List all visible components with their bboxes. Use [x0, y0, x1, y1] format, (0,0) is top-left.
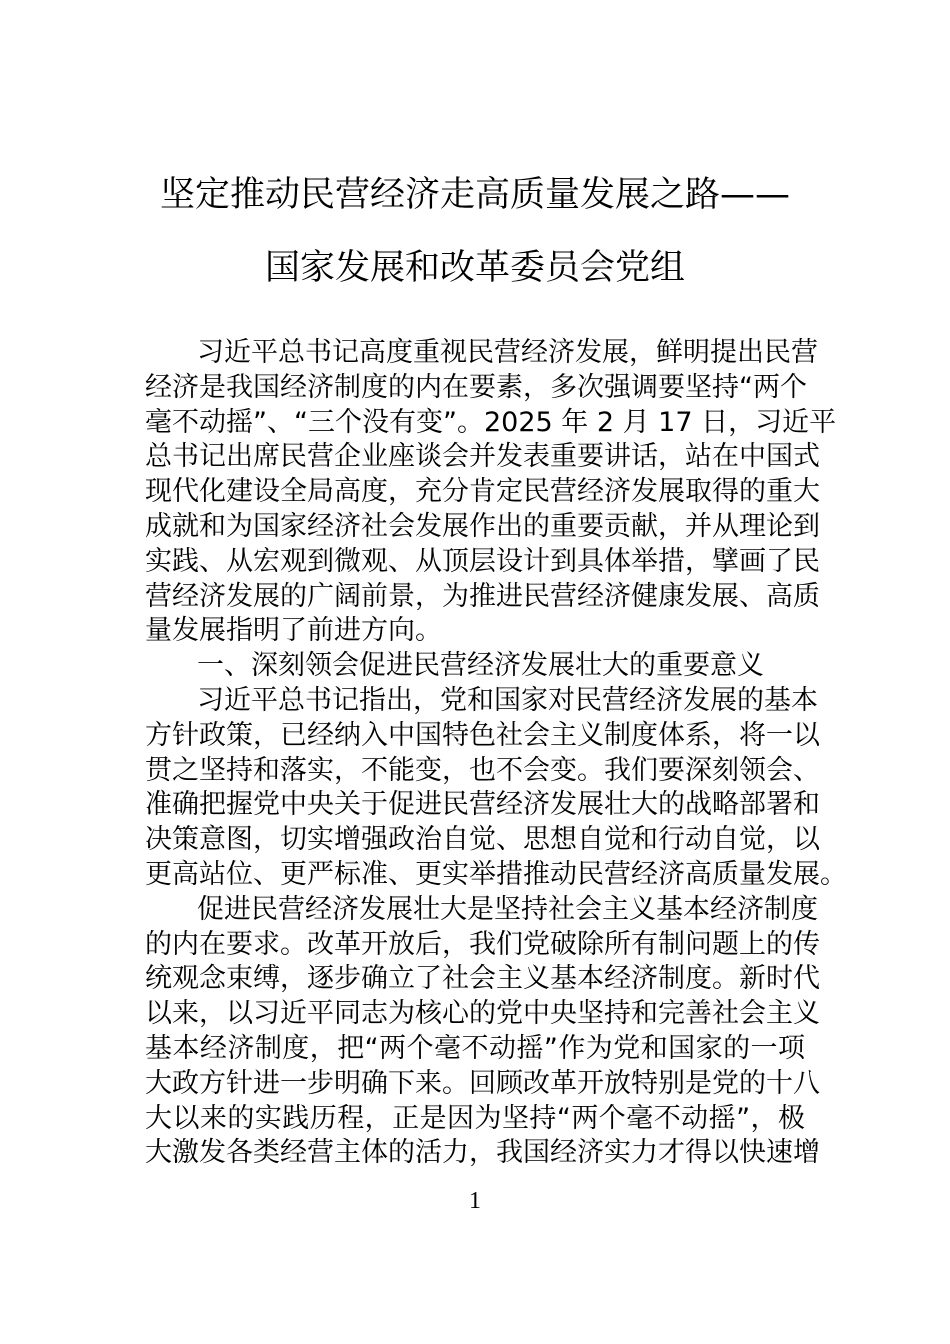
text-line: 基本经济制度，把“两个毫不动摇”作为党和国家的一项 [145, 1032, 805, 1064]
text-line: 决策意图，切实增强政治自觉、思想自觉和行动自觉，以 [145, 824, 820, 856]
paragraph [145, 893, 820, 1171]
text-line: 大以来的实践历程，正是因为坚持“两个毫不动摇”，极 [145, 1102, 805, 1134]
text-line: 实践、从宏观到微观、从顶层设计到具体举措，擘画了民 [145, 545, 820, 577]
paragraph [145, 684, 847, 893]
document-body [145, 336, 847, 1171]
text-line: 现代化建设全局高度，充分肯定民营经济发展取得的重大 [145, 476, 820, 508]
text-line: 准确把握党中央关于促进民营经济发展壮大的战略部署和 [145, 789, 820, 821]
text-line: 方针政策，已经纳入中国特色社会主义制度体系，将一以 [145, 719, 820, 751]
text-line: 习近平总书记高度重视民营经济发展，鲜明提出民营 [197, 337, 818, 368]
text-line: 成就和为国家经济社会发展作出的重要贡献，并从理论到 [145, 510, 820, 542]
text-line: 总书记出席民营企业座谈会并发表重要讲话，站在中国式 [145, 441, 820, 473]
text-line: 量发展指明了前进方向。 [145, 615, 442, 647]
text-line: 经济是我国经济制度的内在要素，多次强调要坚持“两个 [145, 371, 807, 403]
paragraph-intro [145, 336, 837, 649]
text-line: 促进民营经济发展壮大是坚持社会主义基本经济制度 [197, 893, 818, 925]
document-title-line-2: 国家发展和改革委员会党组 [264, 248, 685, 288]
text-line: 更高站位、更严标准、更实举措推动民营经济高质量发展。 [145, 858, 847, 890]
text-line: 大政方针进一步明确下来。回顾改革开放特别是党的十八 [145, 1067, 820, 1099]
text-line: 毫不动摇”、“三个没有变”。2025 年 2 月 17 日，习近平 [145, 406, 837, 438]
text-line: 贯之坚持和落实，不能变，也不会变。我们要深刻领会、 [145, 754, 820, 786]
text-line: 以来，以习近平同志为核心的党中央坚持和完善社会主义 [145, 998, 820, 1030]
text-line: 统观念束缚，逐步确立了社会主义基本经济制度。新时代 [145, 963, 820, 995]
page-number: 1 [469, 1188, 481, 1214]
text-line: 营经济发展的广阔前景，为推进民营经济健康发展、高质 [145, 580, 820, 612]
text-line: 的内在要求。改革开放后，我们党破除所有制问题上的传 [145, 928, 820, 960]
text-line: 大激发各类经营主体的活力，我国经济实力才得以快速增 [145, 1137, 820, 1169]
document-title-line-1: 坚定推动民营经济走高质量发展之路—— [159, 175, 790, 215]
section-heading-text: 一、深刻领会促进民营经济发展壮大的重要意义 [197, 650, 764, 682]
section-heading [145, 649, 805, 684]
text-line: 习近平总书记指出，党和国家对民营经济发展的基本 [197, 684, 818, 716]
